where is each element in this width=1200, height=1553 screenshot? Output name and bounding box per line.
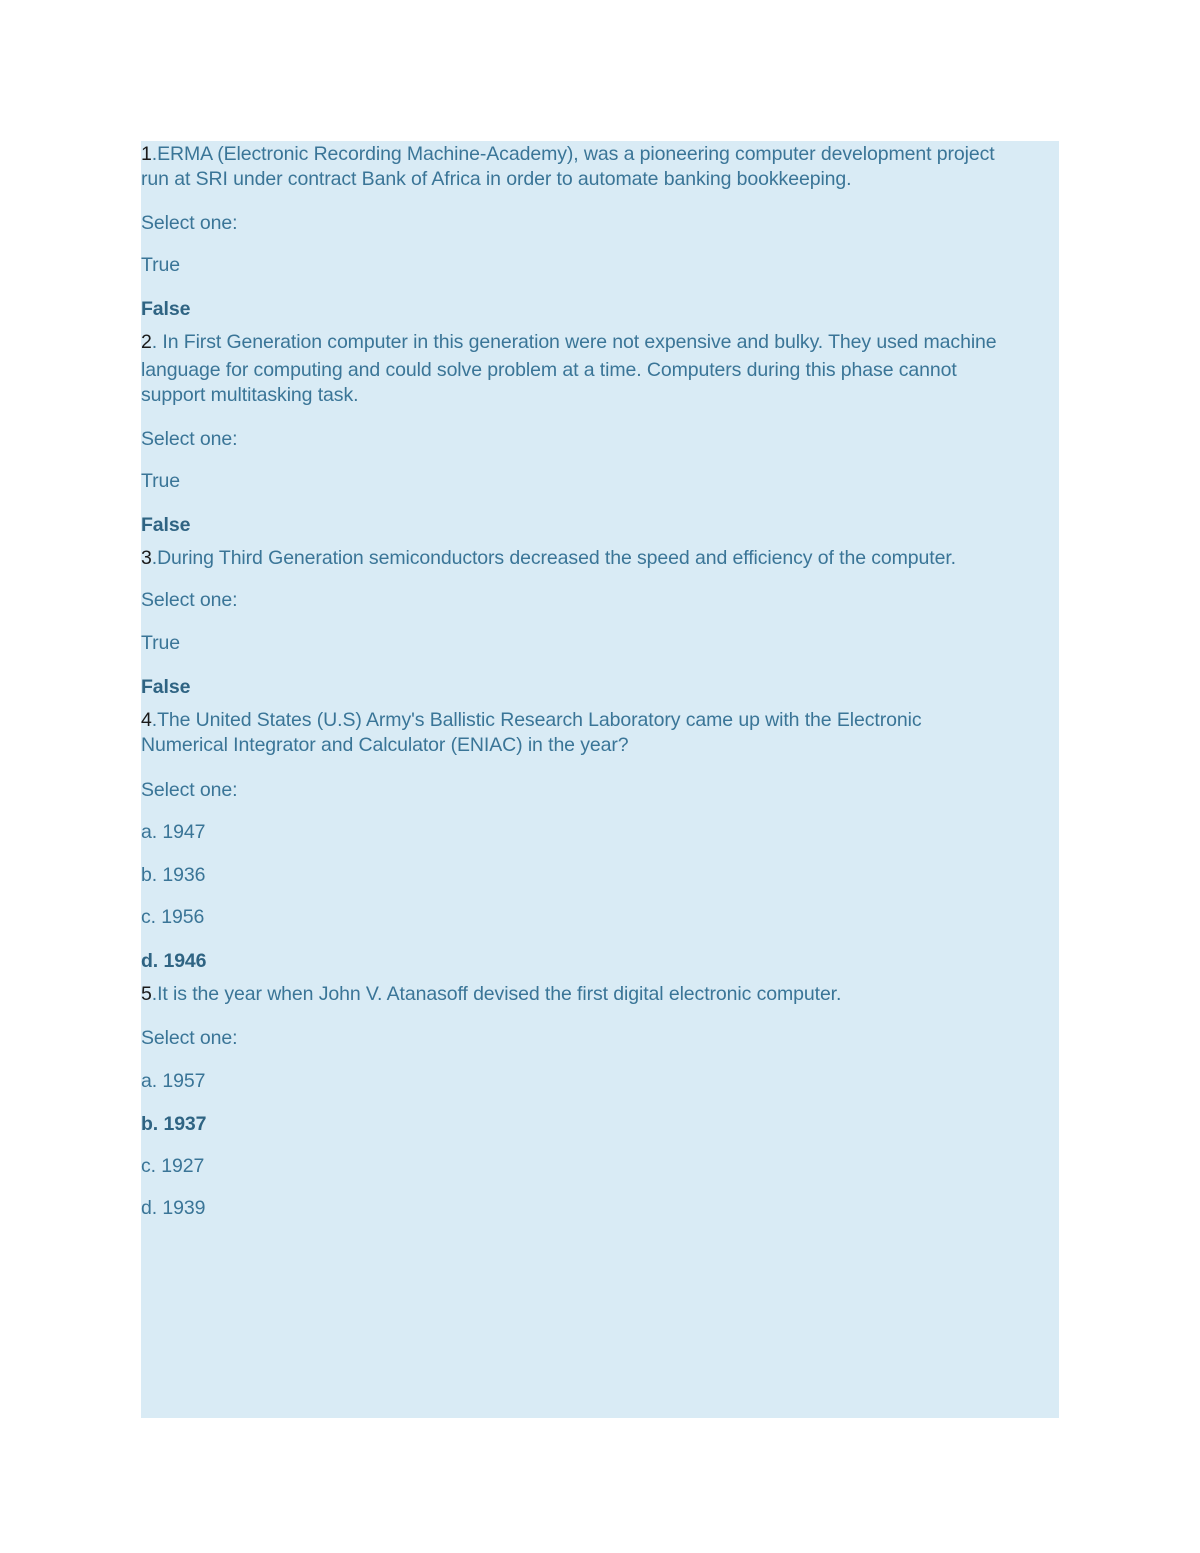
question-3-prompt: Select one: — [141, 589, 238, 611]
question-4-option-b[interactable]: b. 1936 — [141, 864, 206, 886]
question-5-option-c[interactable]: c. 1927 — [141, 1155, 205, 1177]
question-1-option-true[interactable]: True — [141, 254, 180, 276]
question-2-text-line-1: 2. In First Generation computer in this generation were not expensive and bulky. They used machine — [141, 331, 997, 353]
question-2-text-line-3: support multitasking task. — [141, 384, 359, 406]
question-1-text-line-1: 1.ERMA (Electronic Recording Machine-Academy), was a pioneering computer development project — [141, 143, 995, 165]
question-2-option-false[interactable]: False — [141, 514, 191, 536]
question-number: 5 — [141, 983, 152, 1005]
question-2-option-true[interactable]: True — [141, 470, 180, 492]
question-5-text-line-1: 5.It is the year when John V. Atanasoff devised the first digital electronic computer. — [141, 983, 842, 1005]
question-1-prompt: Select one: — [141, 212, 238, 234]
question-4-option-c[interactable]: c. 1956 — [141, 906, 205, 928]
question-1-option-false[interactable]: False — [141, 298, 191, 320]
question-3-option-true[interactable]: True — [141, 632, 180, 654]
question-4-prompt: Select one: — [141, 779, 238, 801]
question-3-text-line-1: 3.During Third Generation semiconductors decreased the speed and efficiency of the computer. — [141, 547, 956, 569]
question-number: 1 — [141, 143, 152, 165]
question-number: 2 — [141, 331, 152, 353]
question-5-option-d[interactable]: d. 1939 — [141, 1197, 206, 1219]
question-5-option-a[interactable]: a. 1957 — [141, 1070, 206, 1092]
question-1-text-line-2: run at SRI under contract Bank of Africa in order to automate banking bookkeeping. — [141, 168, 852, 190]
question-2-text-line-2: language for computing and could solve problem at a time. Computers during this phase cannot — [141, 359, 957, 381]
question-4-option-d[interactable]: d. 1946 — [141, 950, 207, 972]
question-4-text-line-2: Numerical Integrator and Calculator (ENIAC) in the year? — [141, 734, 629, 756]
question-2-prompt: Select one: — [141, 428, 238, 450]
question-4-text-line-1: 4.The United States (U.S) Army's Ballistic Research Laboratory came up with the Electronic — [141, 709, 922, 731]
question-number: 3 — [141, 547, 152, 569]
question-3-option-false[interactable]: False — [141, 676, 191, 698]
question-5-option-b[interactable]: b. 1937 — [141, 1113, 207, 1135]
question-5-prompt: Select one: — [141, 1027, 238, 1049]
question-number: 4 — [141, 709, 152, 731]
question-4-option-a[interactable]: a. 1947 — [141, 821, 206, 843]
